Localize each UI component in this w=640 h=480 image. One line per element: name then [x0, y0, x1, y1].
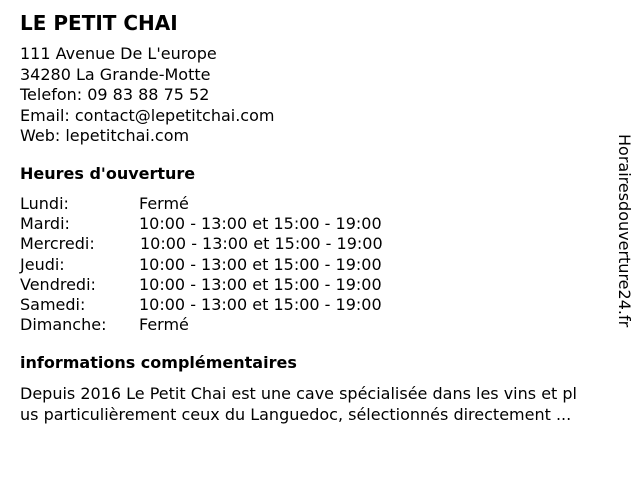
hours-time: 10:00 - 13:00 et 15:00 - 19:00	[139, 274, 382, 294]
watermark-text: Horairesdouverture24.fr	[615, 134, 634, 328]
hours-time: 10:00 - 13:00 et 15:00 - 19:00	[139, 214, 382, 234]
address-street: 111 Avenue De L'europe	[20, 44, 217, 63]
hours-day: Jeudi:	[20, 254, 65, 274]
hours-heading: Heures d'ouverture	[20, 164, 196, 183]
address-city: 34280 La Grande-Motte	[20, 64, 211, 84]
hours-time: Fermé	[139, 194, 189, 213]
web-line: Web: lepetitchai.com	[20, 126, 190, 145]
contact-block	[20, 44, 274, 147]
hours-day: Mercredi:	[20, 234, 95, 254]
watermark-container	[612, 134, 636, 346]
hours-day: Lundi:	[20, 194, 69, 213]
hours-time: 10:00 - 13:00 et 15:00 - 19:00	[140, 234, 383, 254]
info-description-line: Depuis 2016 Le Petit Chai est une cave spécialisée dans les vins et pl	[20, 384, 577, 403]
hours-time: 10:00 - 13:00 et 15:00 - 19:00	[139, 294, 382, 314]
phone-line: Telefon: 09 83 88 75 52	[20, 85, 210, 104]
business-name: LE PETIT CHAI	[20, 11, 178, 35]
hours-day: Samedi:	[20, 294, 86, 314]
hours-day: Vendredi:	[20, 274, 96, 294]
hours-time: Fermé	[139, 315, 189, 335]
hours-time: 10:00 - 13:00 et 15:00 - 19:00	[139, 254, 382, 274]
info-heading: informations complémentaires	[20, 353, 297, 372]
hours-day: Mardi:	[20, 214, 70, 234]
hours-day: Dimanche:	[20, 315, 107, 335]
info-description	[20, 384, 630, 425]
info-description-line: us particulièrement ceux du Languedoc, sélectionnés directement ...	[20, 404, 572, 424]
email-line: Email: contact@lepetitchai.com	[20, 105, 275, 125]
